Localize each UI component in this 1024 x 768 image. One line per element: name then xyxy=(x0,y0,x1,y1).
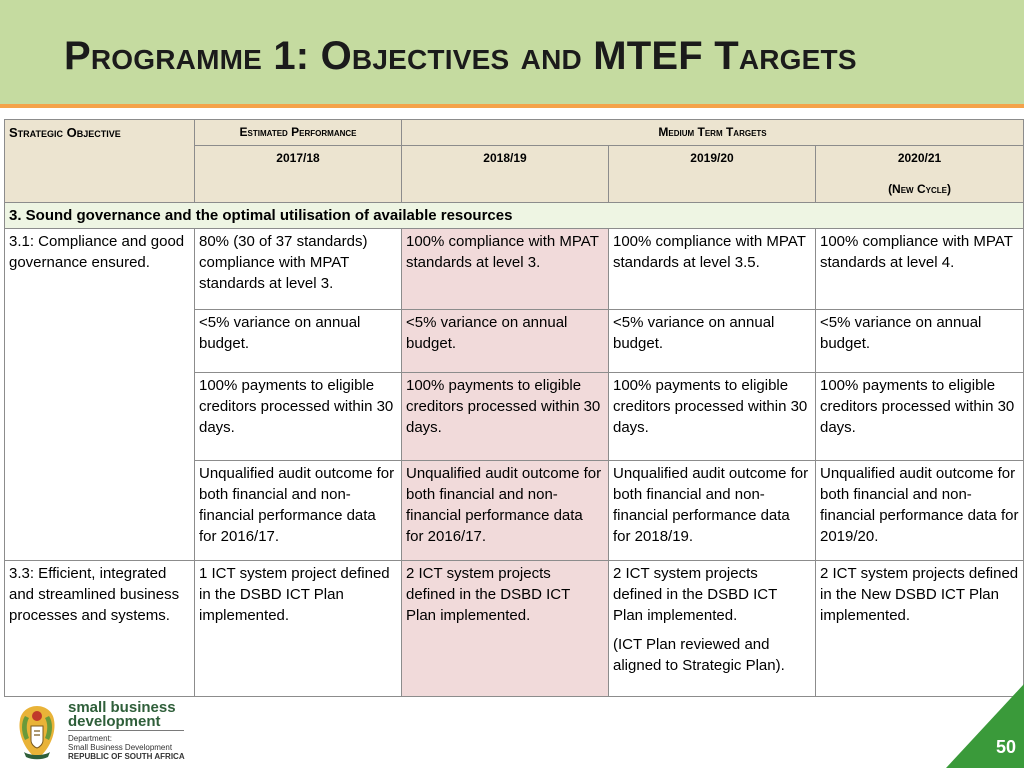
dept-label: Department: xyxy=(68,734,113,743)
title-underline xyxy=(0,104,1024,108)
header-year-2018-19: 2018/19 xyxy=(402,146,609,203)
dept-name: Small Business Development xyxy=(68,743,173,752)
table-cell xyxy=(609,561,816,697)
table-cell: 100% payments to eligible creditors processed within 30 days. xyxy=(402,373,609,461)
table-row xyxy=(5,229,1024,310)
header-year-2020-21-label: 2020/21 xyxy=(897,151,942,165)
table-cell: Unqualified audit outcome for both financial and non-financial performance data for 2019/20. xyxy=(816,461,1024,561)
table-row xyxy=(5,561,1024,697)
objective-3-1: 3.1: Compliance and good governance ensured. xyxy=(5,229,195,561)
org-name-line2: development xyxy=(68,713,161,730)
org-name xyxy=(68,701,176,729)
cell-text: 2 ICT system projects defined in the DSBD ICT Plan implemented. xyxy=(613,565,777,624)
objectives-table xyxy=(4,119,1024,697)
table-cell: 2 ICT system projects defined in the New DSBD ICT Plan implemented. xyxy=(816,561,1024,697)
table-cell: <5% variance on annual budget. xyxy=(609,310,816,373)
department-logo xyxy=(10,700,200,764)
cell-note: (ICT Plan reviewed and aligned to Strategic Plan). xyxy=(613,636,785,674)
dept-info xyxy=(68,734,185,761)
table-cell: 100% compliance with MPAT standards at level 3. xyxy=(402,229,609,310)
table-cell: <5% variance on annual budget. xyxy=(402,310,609,373)
header-year-2017-18: 2017/18 xyxy=(195,146,402,203)
table-cell: Unqualified audit outcome for both financial and non-financial performance data for 2016/17. xyxy=(195,461,402,561)
table-cell: <5% variance on annual budget. xyxy=(816,310,1024,373)
title-bar xyxy=(0,0,1024,108)
country-name: REPUBLIC OF SOUTH AFRICA xyxy=(68,752,185,761)
table-cell: 100% compliance with MPAT standards at level 3.5. xyxy=(609,229,816,310)
table-cell: 100% payments to eligible creditors processed within 30 days. xyxy=(195,373,402,461)
header-year-2020-21 xyxy=(816,146,1024,203)
table-cell: <5% variance on annual budget. xyxy=(195,310,402,373)
table-cell: 1 ICT system project defined in the DSBD ICT Plan implemented. xyxy=(195,561,402,697)
table-cell: 100% compliance with MPAT standards at level 4. xyxy=(816,229,1024,310)
table-cell: 100% payments to eligible creditors processed within 30 days. xyxy=(609,373,816,461)
objective-3-3: 3.3: Efficient, integrated and streamlined business processes and systems. xyxy=(5,561,195,697)
header-medium-term-targets: Medium Term Targets xyxy=(402,120,1024,146)
header-estimated-performance: Estimated Performance xyxy=(195,120,402,146)
table-cell: Unqualified audit outcome for both financial and non-financial performance data for 2016/17. xyxy=(402,461,609,561)
table-cell: 100% payments to eligible creditors processed within 30 days. xyxy=(816,373,1024,461)
table-cell: 80% (30 of 37 standards) compliance with MPAT standards at level 3. xyxy=(195,229,402,310)
header-year-2019-20: 2019/20 xyxy=(609,146,816,203)
section-heading: 3. Sound governance and the optimal utilisation of available resources xyxy=(5,203,1024,229)
logo-divider xyxy=(68,730,184,731)
coat-of-arms-icon xyxy=(12,702,62,762)
header-new-cycle: (New Cycle) xyxy=(888,182,951,196)
header-strategic-objective: Strategic Objective xyxy=(5,120,195,203)
slide-title: Programme 1: Objectives and MTEF Targets xyxy=(64,34,857,78)
org-name-line1: small business xyxy=(68,699,176,716)
page-number: 50 xyxy=(995,737,1016,757)
table-cell: 2 ICT system projects defined in the DSBD ICT Plan implemented. xyxy=(402,561,609,697)
table-cell: Unqualified audit outcome for both financial and non-financial performance data for 2018/19. xyxy=(609,461,816,561)
